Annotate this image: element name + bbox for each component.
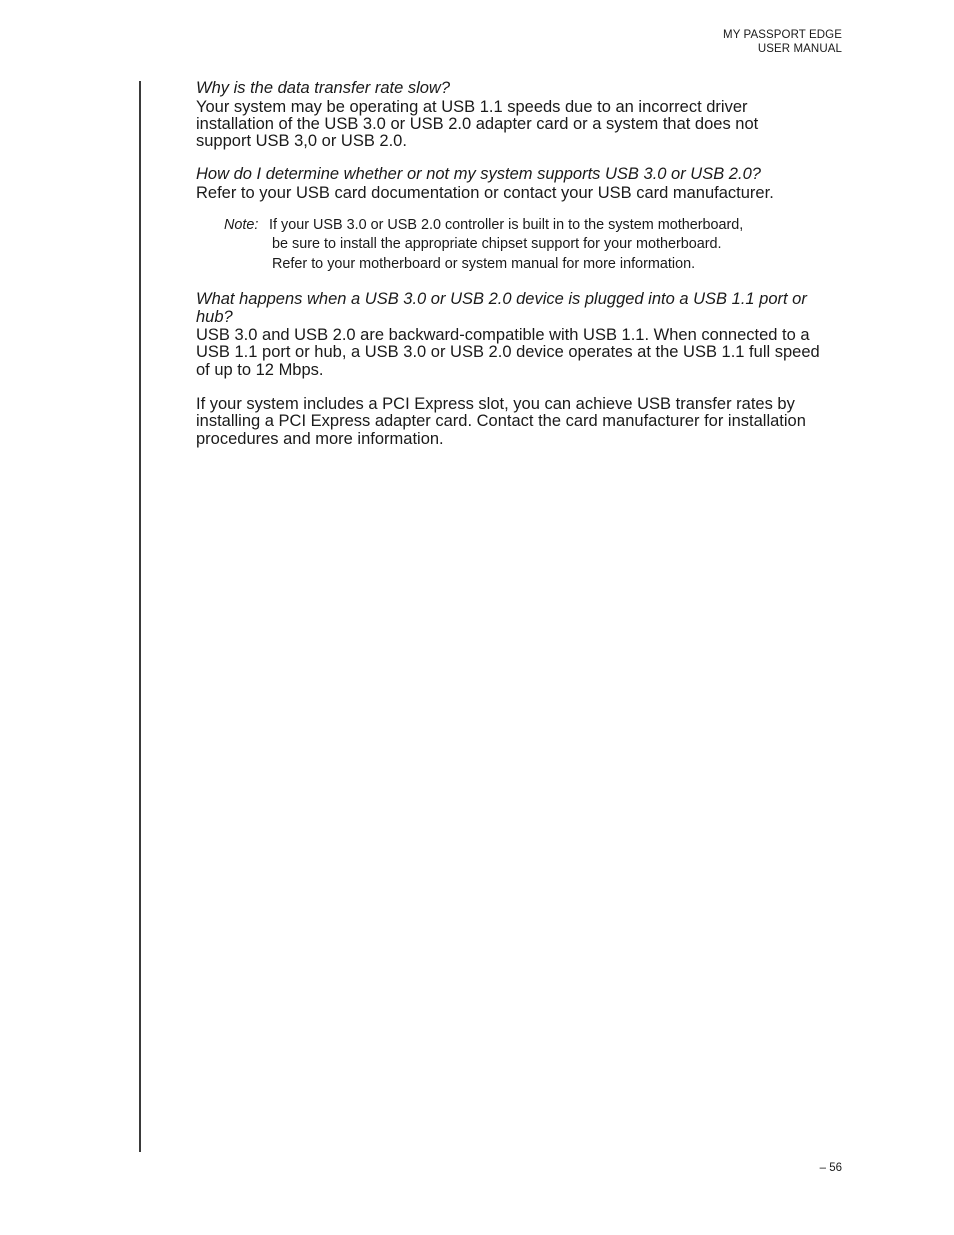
page-body — [196, 80, 846, 448]
faq-question-usb11-port — [196, 291, 846, 326]
note-label: Note: — [224, 217, 259, 234]
answer-line: Your system may be operating at USB 1.1 speeds due to an incorrect driver — [196, 97, 748, 116]
note-line: be sure to install the appropriate chipset support for your motherboard. — [272, 236, 722, 253]
paragraph-line: procedures and more information. — [196, 429, 444, 448]
answer-line: Refer to your USB card documentation or contact your USB card manufacturer. — [196, 183, 774, 202]
answer-line: installation of the USB 3.0 or USB 2.0 adapter card or a system that does not — [196, 114, 759, 133]
spacer — [196, 150, 846, 166]
answer-line: support USB 3,0 or USB 2.0. — [196, 132, 407, 151]
header-product-name: MY PASSPORT EDGE — [723, 29, 842, 41]
note-line: Refer to your motherboard or system manual for more information. — [272, 255, 696, 272]
running-header — [723, 28, 842, 56]
question-line: hub? — [196, 307, 233, 326]
margin-rule — [139, 81, 141, 1152]
spacer — [196, 379, 846, 395]
note-line: If your USB 3.0 or USB 2.0 controller is built in to the system motherboard, — [269, 217, 744, 234]
faq-answer-usb-support — [196, 185, 846, 202]
answer-line: of up to 12 Mbps. — [196, 360, 324, 379]
note-block — [224, 216, 846, 274]
question-line: What happens when a USB 3.0 or USB 2.0 device is plugged into a USB 1.1 port or — [196, 290, 807, 309]
answer-line: USB 3.0 and USB 2.0 are backward-compatible with USB 1.1. When connected to a — [196, 326, 810, 345]
pci-express-paragraph — [196, 396, 846, 448]
faq-question-usb-support: How do I determine whether or not my system supports USB 3.0 or USB 2.0? — [196, 165, 761, 184]
faq-answer-transfer-rate — [196, 99, 846, 151]
paragraph-line: If your system includes a PCI Express slot, you can achieve USB transfer rates by — [196, 394, 795, 413]
page-number: – 56 — [819, 1162, 842, 1174]
faq-question-transfer-rate: Why is the data transfer rate slow? — [196, 79, 451, 97]
paragraph-line: installing a PCI Express adapter card. Contact the card manufacturer for installation — [196, 412, 806, 431]
answer-line: USB 1.1 port or hub, a USB 3.0 or USB 2.0 device operates at the USB 1.1 full speed — [196, 343, 820, 362]
note-first-line — [224, 216, 846, 235]
header-document-title: USER MANUAL — [757, 43, 842, 55]
spacer — [196, 274, 846, 291]
faq-answer-usb11-port — [196, 327, 846, 379]
